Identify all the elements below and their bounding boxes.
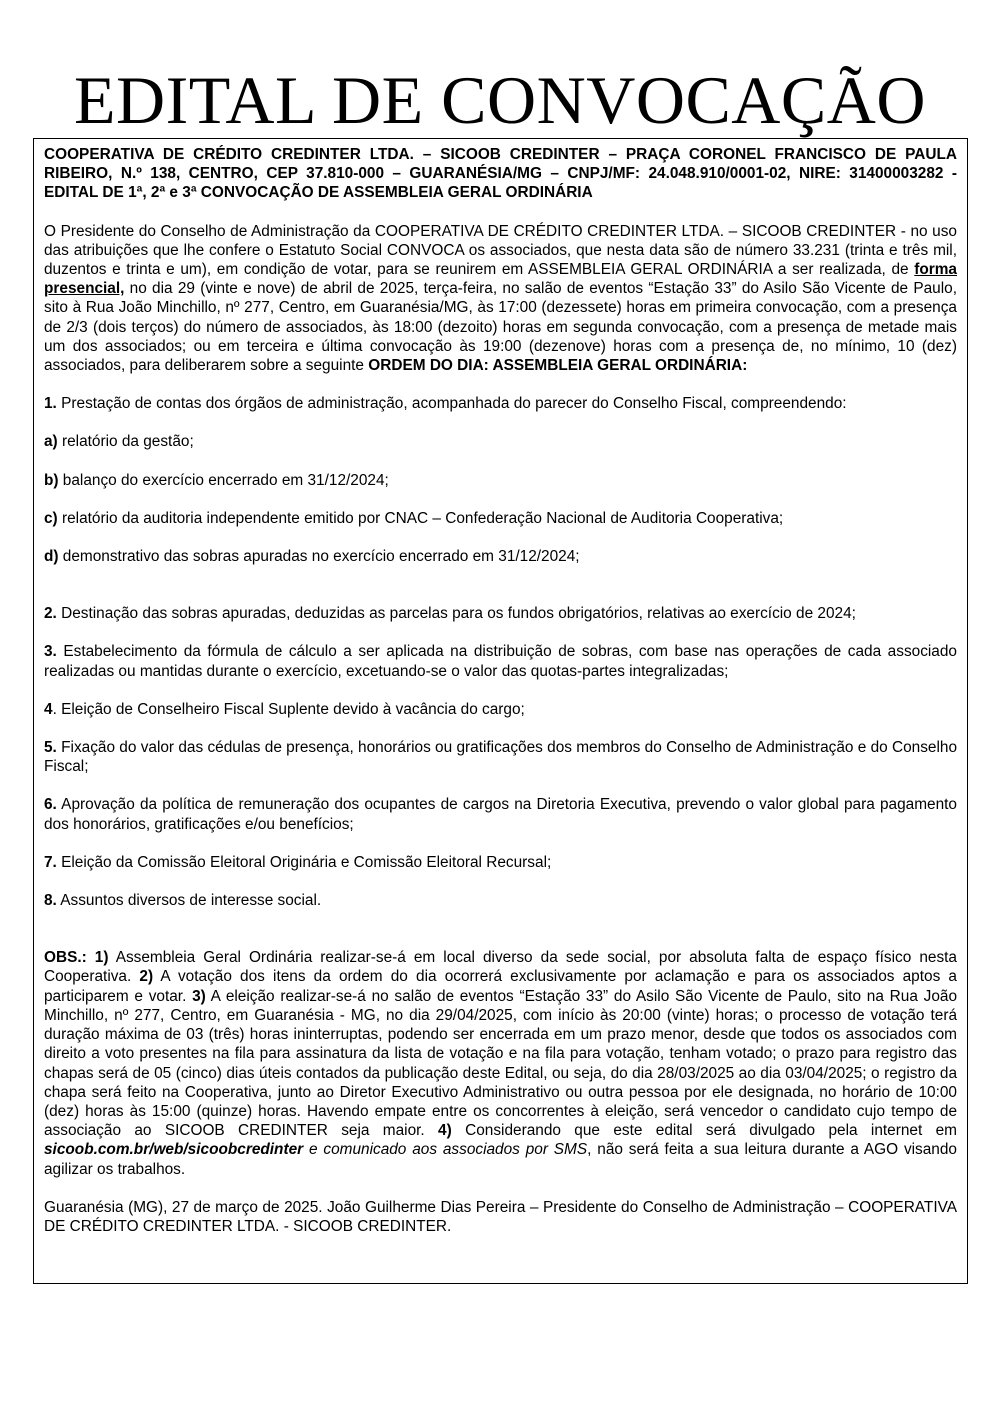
intro-text-1: O Presidente do Conselho de Administração da COOPERATIVA DE CRÉDITO CREDINTER LTDA. – SICOOB CREDINTER - no uso das atribuições que lhe confere o Estatuto Social CONVOCA os associados, que nesta data são de número 33.231 (trinta e três mil, duzentos e trinta e um), em condição de votar, para se reunirem em ASSEMBLEIA GERAL ORDINÁRIA a ser realizada, de	[44, 222, 957, 279]
item-text: Aprovação da política de remuneração dos ocupantes de cargos na Diretoria Executiva, prevendo o valor global para pagamento dos honorários, gratificações e/ou benefícios;	[44, 796, 957, 833]
obs-number: 1)	[86, 949, 109, 967]
agenda-item	[44, 738, 957, 776]
obs-text-italic: e comunicado aos associados por SMS	[303, 1141, 588, 1159]
website-link[interactable]: sicoob.com.br/web/sicoobcredinter	[44, 1141, 304, 1159]
notice-box	[33, 138, 968, 1284]
item-number: 1.	[44, 395, 57, 413]
item-text: Eleição da Comissão Eleitoral Originária e Comissão Eleitoral Recursal;	[56, 853, 552, 871]
obs-label: OBS.:	[44, 949, 87, 967]
item-text: Prestação de contas dos órgãos de administração, acompanhada do parecer do Conselho Fiscal, compreendendo:	[56, 395, 847, 413]
item-text: Fixação do valor das cédulas de presença, honorários ou gratificações dos membros do Conselho de Administração e do Conselho Fiscal;	[44, 739, 957, 776]
item-number: 7.	[44, 853, 57, 871]
agenda-subitem	[44, 509, 957, 528]
obs-number: 2)	[131, 968, 154, 986]
item-number: 2.	[44, 605, 57, 623]
intro-paragraph	[44, 222, 957, 376]
obs-number: 3)	[186, 987, 206, 1005]
obs-text: A eleição realizar-se-á no salão de eventos “Estação 33” do Asilo São Vicente de Paulo, sito na Rua João Minchillo, nº 277, Centro, em Guaranésia - MG, no dia 29/04/2025, com início às 20:00 (vinte) horas; o processo de votação terá duração máxima de 03 (três) horas ininterruptas, podendo ser encerrada em um prazo menor, desde que todos os associados com direito a voto presentes na fila para assinatura da lista de votação e na fila para votação, tenham votado; o prazo para registro das chapas será de 05 (cinco) dias úteis contados da publicação deste Edital, ou seja, do dia 28/03/2025 ao dia 03/04/2025; o registro da chapa será feito na Cooperativa, junto ao Diretor Executivo Administrativo ou outra pessoa por ele designada, no horário de 10:00 (dez) horas às 15:00 (quinze) horas. Havendo empate entre os concorrentes à eleição, será vencedor o candidato cujo tempo de associação ao SICOOB CREDINTER seja maior.	[44, 987, 958, 1140]
item-text: Assuntos diversos de interesse social.	[56, 892, 322, 910]
item-number: a)	[44, 433, 58, 451]
item-text: . Eleição de Conselheiro Fiscal Suplente devido à vacância do cargo;	[52, 700, 525, 718]
agenda-item	[44, 795, 957, 833]
item-number: 5.	[44, 739, 57, 757]
item-number: c)	[44, 509, 58, 527]
intro-text-2: no dia 29 (vinte e nove) de abril de 2025, terça-feira, no salão de eventos “Estação 33” do Asilo São Vicente de Paulo, sito à Rua João Minchillo, nº 277, Centro, em Guaranésia/MG, às 17:00 (dezessete) horas em primeira convocação, com a presença de 2/3 (dois terços) do número de associados, às 18:00 (dezoito) horas em segunda convocação, com a presença de metade mais um dos associados; ou em terceira e última convocação às 19:00 (dezenove) horas com a presença de, no mínimo, 10 (dez) associados, para deliberarem sobre a seguinte	[44, 280, 957, 375]
notice-header: COOPERATIVA DE CRÉDITO CREDINTER LTDA. – SICOOB CREDINTER – PRAÇA CORONEL FRANCISCO DE PAULA RIBEIRO, N.º 138, CENTRO, CEP 37.810-000 – GUARANÉSIA/MG – CNPJ/MF: 24.048.910/0001-02, NIRE: 31400003282 - EDITAL DE 1ª, 2ª e 3ª CONVOCAÇÃO DE ASSEMBLEIA GERAL ORDINÁRIA	[44, 146, 957, 202]
item-number: b)	[44, 471, 59, 489]
agenda-item	[44, 394, 957, 413]
obs-paragraph	[44, 948, 957, 1178]
obs-text: Considerando que este edital será divulgado pela internet em	[451, 1122, 957, 1140]
item-text: Destinação das sobras apuradas, deduzidas as parcelas para os fundos obrigatórios, relativas ao exercício de 2024;	[56, 605, 856, 623]
page-title: EDITAL DE CONVOCAÇÃO	[74, 62, 926, 138]
item-number: 6.	[44, 796, 57, 814]
item-number: 3.	[44, 643, 57, 661]
agenda-item	[44, 642, 957, 680]
obs-text: , não será feita a sua leitura durante a AGO visando agilizar os trabalhos.	[44, 1141, 957, 1178]
item-number: 8.	[44, 892, 57, 910]
agenda-item	[44, 700, 957, 719]
agenda-item	[44, 853, 957, 872]
intro-emphasis: forma presencial,	[44, 261, 957, 298]
closing-signature: Guaranésia (MG), 27 de março de 2025. João Guilherme Dias Pereira – Presidente do Conselho de Administração – COOPERATIVA DE CRÉDITO CREDINTER LTDA. - SICOOB CREDINTER.	[44, 1198, 957, 1235]
item-text: balanço do exercício encerrado em 31/12/2024;	[58, 471, 389, 489]
obs-text: Assembleia Geral Ordinária realizar-se-á em local diverso da sede social, por absoluta falta de espaço físico nesta Cooperativa.	[44, 949, 957, 986]
agenda-subitem	[44, 432, 957, 451]
item-text: relatório da gestão;	[57, 433, 194, 451]
item-text: Estabelecimento da fórmula de cálculo a ser aplicada na distribuição de sobras, com base nas operações de cada associado realizadas ou mantidas durante o exercício, excetuando-se o valor das quotas-partes integralizadas;	[44, 643, 957, 680]
agenda-heading: ORDEM DO DIA: ASSEMBLEIA GERAL ORDINÁRIA:	[368, 357, 748, 375]
item-number: 4	[44, 700, 53, 718]
agenda-item	[44, 891, 957, 910]
item-text: relatório da auditoria independente emitido por CNAC – Confederação Nacional de Auditoria Cooperativa;	[57, 509, 784, 527]
obs-number: 4)	[424, 1122, 452, 1140]
item-text: demonstrativo das sobras apuradas no exercício encerrado em 31/12/2024;	[58, 548, 580, 566]
obs-text: A votação dos itens da ordem do dia ocorrerá exclusivamente por aclamação e para os associados aptos a participarem e votar.	[44, 968, 957, 1005]
agenda-item	[44, 604, 957, 623]
item-number: d)	[44, 548, 59, 566]
agenda-subitem	[44, 547, 957, 566]
agenda-subitem	[44, 471, 957, 490]
